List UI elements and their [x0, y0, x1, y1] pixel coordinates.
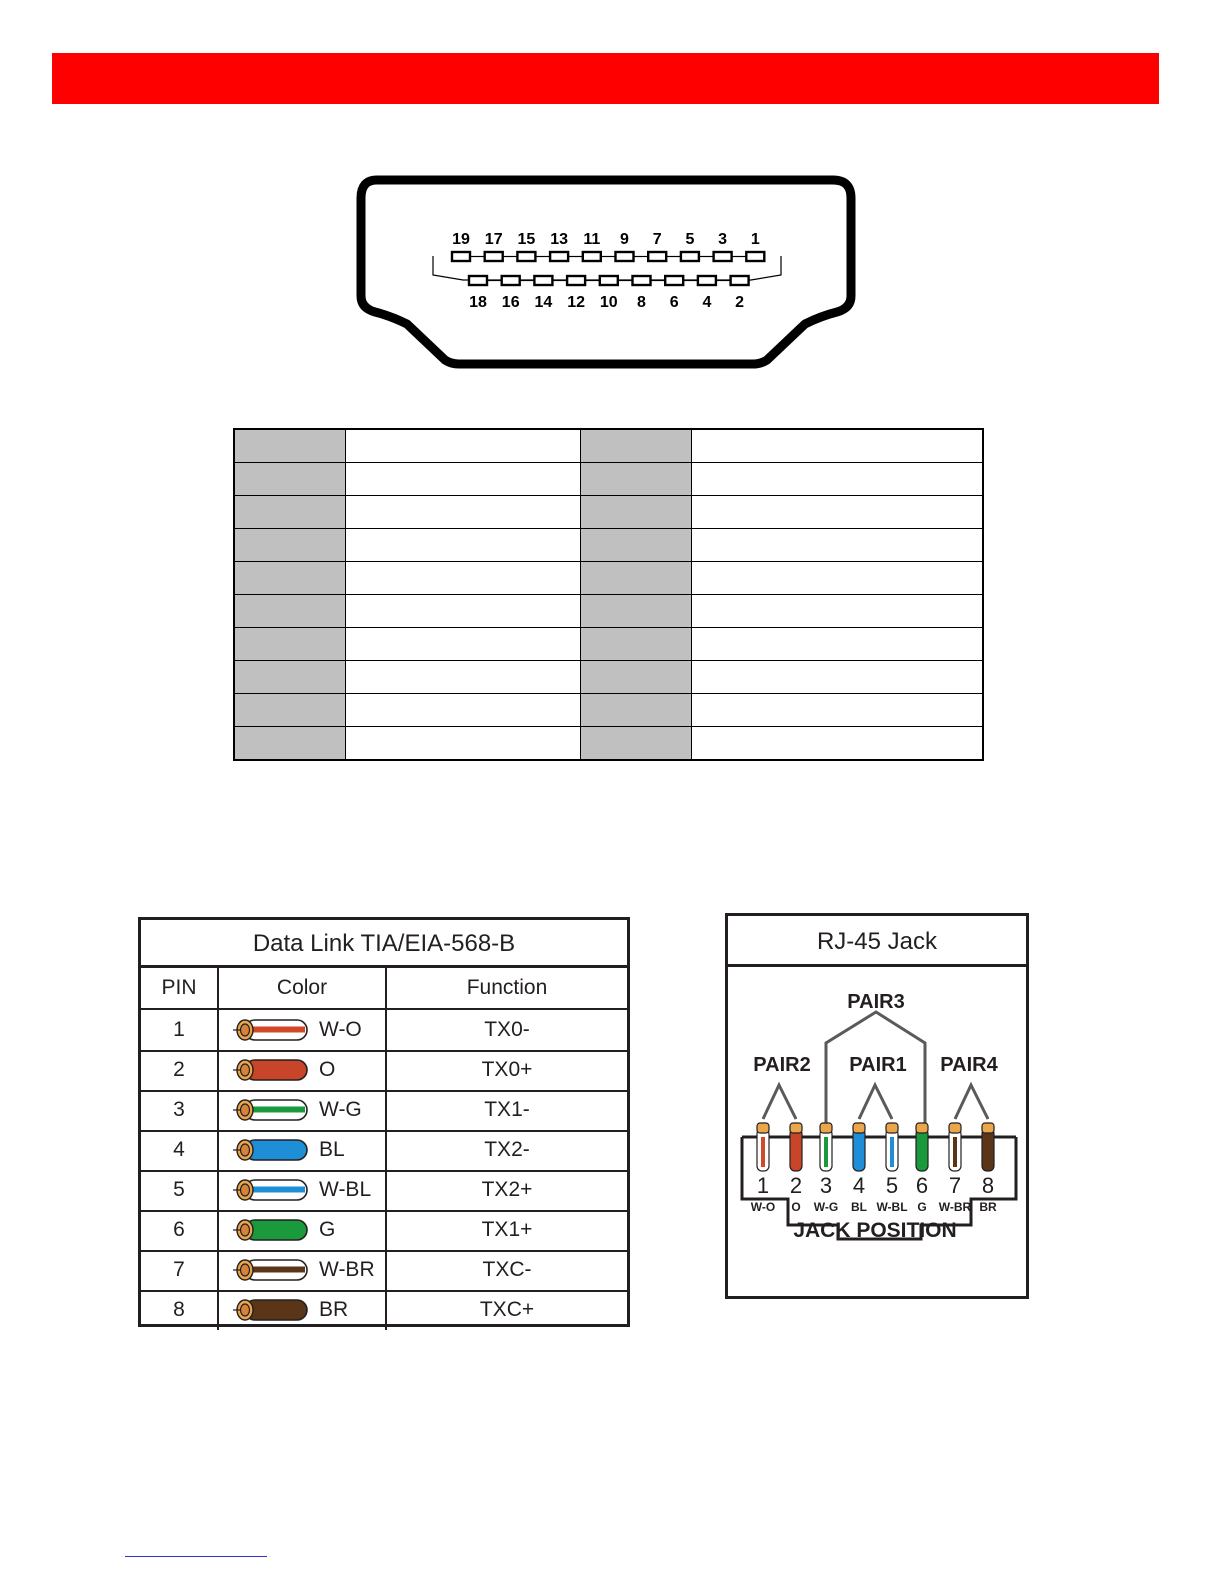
pin-signal-cell: [692, 661, 984, 694]
hdmi-pin-number: 18: [469, 294, 487, 311]
pin-signal-cell: [692, 429, 984, 463]
row-pin: 3: [141, 1090, 219, 1130]
hdmi-pin-contact: [665, 276, 683, 285]
pin-signal-cell: [346, 429, 581, 463]
pin-grid-row: [234, 562, 983, 595]
row-function: TX0-: [484, 1018, 530, 1041]
hdmi-pin-contact: [731, 276, 749, 285]
pin-signal-cell: [692, 727, 984, 761]
hdmi-pin-contact: [452, 252, 470, 261]
rj45-jack-diagram: [728, 967, 1026, 1297]
hdmi-pin-contact: [550, 252, 568, 261]
hdmi-pin-contact: [698, 276, 716, 285]
pin-signal-cell: [346, 694, 581, 727]
hdmi-pin-number: 4: [702, 294, 712, 311]
pin-signal-cell: [692, 595, 984, 628]
wire-color-label: W-BR: [319, 1258, 375, 1281]
header-pin: PIN: [141, 968, 219, 1008]
jack-wire-stripe: [953, 1137, 957, 1167]
pin-number-cell: [234, 562, 346, 595]
rj45-title: RJ-45 Jack: [728, 916, 1026, 967]
row-color: [219, 1010, 387, 1050]
wire-color-label: BR: [319, 1298, 349, 1321]
hdmi-pin-number: 12: [567, 294, 585, 311]
pin-signal-cell: [692, 694, 984, 727]
hdmi-pin-number: 7: [652, 231, 662, 248]
pin-grid-row: [234, 595, 983, 628]
pin-signal-cell: [346, 463, 581, 496]
data-link-row: [141, 1210, 627, 1252]
pin-number-cell: [234, 694, 346, 727]
jack-wire: [916, 1129, 928, 1171]
jack-pin-number: 1: [756, 1173, 770, 1198]
jack-pin-label: W-O: [750, 1200, 776, 1214]
row-pin: 8: [141, 1290, 219, 1330]
hdmi-connector-diagram: [355, 174, 857, 370]
jack-wire-stripe: [761, 1137, 765, 1167]
hdmi-pin-number: 9: [620, 231, 629, 248]
pin-number-cell: [234, 496, 346, 529]
hdmi-pin-number: 14: [534, 294, 553, 311]
hdmi-pin-number: 5: [685, 231, 695, 248]
hdmi-pin-number: 10: [599, 294, 618, 311]
hdmi-pin-number: 16: [501, 294, 520, 311]
pair1-label: PAIR1: [849, 1054, 907, 1076]
row-color: [219, 1210, 387, 1250]
hdmi-pin-contact: [648, 252, 666, 261]
pin-grid-row: [234, 661, 983, 694]
pair2-line: [763, 1085, 796, 1119]
pin-signal-cell: [346, 628, 581, 661]
jack-pin-number: 2: [789, 1173, 803, 1198]
jack-wire-tip: [949, 1123, 961, 1133]
hdmi-pin-number: 13: [550, 231, 568, 248]
pin-number-cell: [234, 661, 346, 694]
hdmi-pin-number: 11: [583, 231, 601, 248]
pin-number-cell: [234, 727, 346, 761]
pin-grid-row: [234, 727, 983, 761]
pair3-label: PAIR3: [847, 991, 905, 1013]
footer-link-underline: [125, 1556, 267, 1557]
pin-grid-row: [234, 463, 983, 496]
row-color: [219, 1250, 387, 1290]
pin-assignment-table: [233, 428, 984, 761]
hdmi-pin-contact: [485, 252, 503, 261]
row-pin: 6: [141, 1210, 219, 1250]
row-color: [219, 1090, 387, 1130]
jack-wire-stripe: [890, 1137, 894, 1167]
wire-color-label: G: [319, 1218, 336, 1241]
jack-wire-tip: [886, 1123, 898, 1133]
wire-color-label: W-G: [319, 1098, 362, 1121]
pin-grid-row: [234, 628, 983, 661]
hdmi-pin-contact: [600, 276, 618, 285]
row-color: [219, 1050, 387, 1090]
row-function: TX1-: [484, 1098, 530, 1121]
wire-color-icon: [231, 1257, 311, 1283]
pair4-label: PAIR4: [940, 1054, 998, 1076]
jack-pin-label: W-BL: [876, 1200, 908, 1214]
hdmi-pin-number: 3: [718, 231, 728, 248]
row-function: TX1+: [481, 1218, 533, 1241]
pin-number-cell: [581, 694, 692, 727]
hdmi-pin-number: 2: [735, 294, 745, 311]
jack-pin-number: 8: [981, 1173, 995, 1198]
data-link-row: [141, 1010, 627, 1052]
wire-color-icon: [231, 1297, 311, 1323]
data-link-row: [141, 1170, 627, 1212]
pin-signal-cell: [692, 529, 984, 562]
pin-number-cell: [581, 463, 692, 496]
pin-number-cell: [581, 496, 692, 529]
data-link-row: [141, 1290, 627, 1330]
pin-grid-row: [234, 694, 983, 727]
wire-color-icon: [231, 1137, 311, 1163]
pin-number-cell: [581, 529, 692, 562]
pin-signal-cell: [692, 628, 984, 661]
jack-pin-number: 5: [885, 1173, 899, 1198]
data-link-row: [141, 1130, 627, 1172]
jack-wire-tip: [820, 1123, 832, 1133]
wire-color-icon: [231, 1217, 311, 1243]
pin-number-cell: [234, 529, 346, 562]
row-function: TXC+: [479, 1298, 535, 1321]
wire-color-icon: [231, 1177, 311, 1203]
pin-number-cell: [581, 429, 692, 463]
jack-pin-number: 3: [819, 1173, 833, 1198]
row-pin: 1: [141, 1010, 219, 1050]
row-function: TX2-: [484, 1138, 530, 1161]
jack-position-label: JACK POSITION: [793, 1219, 957, 1242]
pin-signal-cell: [692, 463, 984, 496]
hdmi-pin-contact: [567, 276, 585, 285]
pin-grid-row: [234, 496, 983, 529]
hdmi-pin-contact: [534, 276, 552, 285]
header-function: Function: [466, 976, 548, 999]
hdmi-pin-number: 8: [637, 294, 646, 311]
pin-signal-cell: [346, 496, 581, 529]
pin-number-cell: [581, 661, 692, 694]
pair1-line: [859, 1085, 892, 1119]
pin-signal-cell: [346, 661, 581, 694]
row-function: TX0+: [481, 1058, 533, 1081]
pin-number-cell: [234, 628, 346, 661]
jack-wire-tip: [757, 1123, 769, 1133]
jack-wire: [982, 1129, 994, 1171]
pin-signal-cell: [346, 529, 581, 562]
header-color: Color: [219, 968, 387, 1008]
pin-signal-cell: [692, 562, 984, 595]
hdmi-pin-number: 17: [484, 231, 503, 248]
data-link-title: Data Link TIA/EIA-568-B: [141, 920, 627, 968]
hdmi-pin-contact: [583, 252, 601, 261]
row-pin: 2: [141, 1050, 219, 1090]
data-link-row: [141, 1090, 627, 1132]
pair2-label: PAIR2: [753, 1054, 811, 1076]
pin-number-cell: [234, 429, 346, 463]
jack-wire-stripe: [824, 1137, 828, 1167]
page-banner: [52, 53, 1159, 104]
wire-color-label: W-O: [319, 1018, 362, 1041]
hdmi-pin-contact: [633, 276, 651, 285]
row-color: [219, 1170, 387, 1210]
row-pin: 5: [141, 1170, 219, 1210]
jack-pin-label: O: [791, 1200, 801, 1214]
jack-pin-label: G: [917, 1200, 927, 1214]
wire-color-icon: [231, 1097, 311, 1123]
hdmi-pin-contact: [517, 252, 535, 261]
hdmi-pin-contact: [746, 252, 764, 261]
data-link-table: [138, 917, 630, 1327]
jack-pin-label: BR: [979, 1200, 997, 1214]
jack-pin-number: 7: [948, 1173, 962, 1198]
jack-pin-number: 4: [852, 1173, 866, 1198]
hdmi-pin-contact: [502, 276, 520, 285]
pin-number-cell: [581, 562, 692, 595]
row-function: TX2+: [481, 1178, 533, 1201]
pin-signal-cell: [346, 562, 581, 595]
row-color: [219, 1130, 387, 1170]
jack-pin-label: BL: [851, 1200, 867, 1214]
jack-pin-label: W-BR: [938, 1200, 972, 1214]
data-link-row: [141, 1050, 627, 1092]
pin-grid-row: [234, 429, 983, 463]
pair4-line: [955, 1085, 988, 1119]
jack-wire-tip: [853, 1123, 865, 1133]
pin-signal-cell: [346, 727, 581, 761]
hdmi-pin-number: 15: [517, 231, 536, 248]
wire-color-icon: [231, 1057, 311, 1083]
pin-signal-cell: [346, 595, 581, 628]
data-link-row: [141, 1250, 627, 1292]
wire-color-label: W-BL: [319, 1178, 372, 1201]
row-pin: 7: [141, 1250, 219, 1290]
wire-color-label: BL: [319, 1138, 345, 1161]
wire-color-label: O: [319, 1058, 336, 1081]
pin-number-cell: [234, 463, 346, 496]
hdmi-connector-outline: [361, 180, 851, 364]
pin-number-cell: [581, 595, 692, 628]
hdmi-pin-contact: [681, 252, 699, 261]
pin-number-cell: [581, 628, 692, 661]
jack-wire: [790, 1129, 802, 1171]
jack-wire-tip: [982, 1123, 994, 1133]
row-pin: 4: [141, 1130, 219, 1170]
data-link-header-row: [141, 968, 627, 1010]
jack-wire: [853, 1129, 865, 1171]
hdmi-pin-contact: [616, 252, 634, 261]
hdmi-pin-number: 1: [750, 231, 760, 248]
hdmi-pin-contact: [469, 276, 487, 285]
hdmi-pin-contact: [714, 252, 732, 261]
pin-grid-row: [234, 529, 983, 562]
rj45-jack-panel: [725, 913, 1029, 1299]
jack-wire-tip: [790, 1123, 802, 1133]
pin-number-cell: [581, 727, 692, 761]
jack-pin-number: 6: [915, 1173, 929, 1198]
pin-number-cell: [234, 595, 346, 628]
pin-signal-cell: [692, 496, 984, 529]
row-function: TXC-: [482, 1258, 532, 1281]
jack-wire-tip: [916, 1123, 928, 1133]
jack-pin-label: W-G: [813, 1200, 839, 1214]
hdmi-pin-number: 19: [452, 231, 470, 248]
hdmi-pin-number: 6: [669, 294, 679, 311]
row-color: [219, 1290, 387, 1330]
wire-color-icon: [231, 1017, 311, 1043]
